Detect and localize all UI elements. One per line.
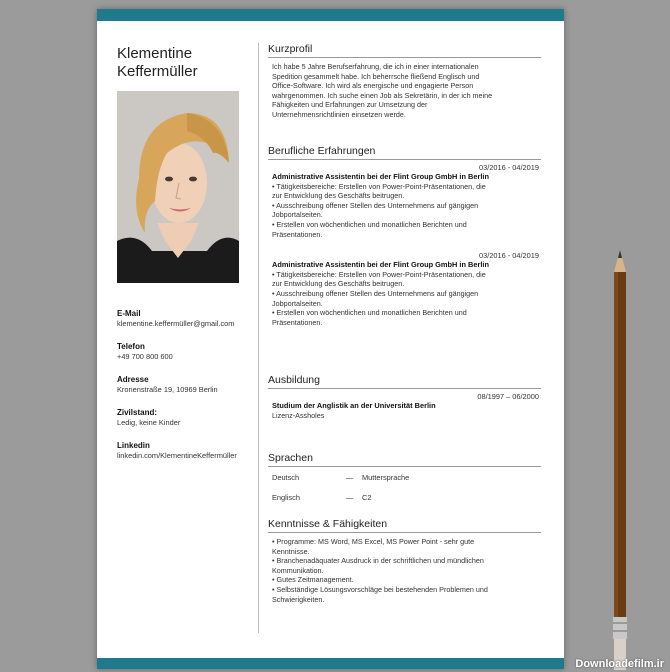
education-section: [268, 374, 541, 420]
text-line: Kenntnisse.: [272, 546, 310, 556]
first-name: Klementine: [117, 45, 193, 62]
contact-section: [117, 309, 257, 474]
education-date: 08/1997 – 06/2000: [477, 392, 539, 401]
section-title: Sprachen: [268, 452, 541, 467]
contact-label: E-Mail: [117, 309, 141, 318]
language-level: C2: [362, 493, 372, 502]
job-entry: [268, 163, 541, 239]
job-entry: [268, 251, 541, 327]
language-name: Deutsch: [272, 473, 300, 482]
section-title: Ausbildung: [268, 374, 541, 389]
job-line: • Tätigkeitsbereiche: Erstellen von Power-Point-Präsentationen, die: [272, 269, 486, 279]
contact-marital-status: [117, 408, 257, 428]
job-line: • Erstellen von wöchentlichen und monatlichen Berichten und: [272, 308, 467, 318]
text-line: Schwierigkeiten.: [272, 594, 325, 604]
text-line: • Selbständige Lösungsvorschläge bei bestehenden Problemen und: [272, 584, 488, 594]
name-block: [117, 45, 255, 81]
job-line: • Tätigkeitsbereiche: Erstellen von Power-Point-Präsentationen, die: [272, 181, 486, 191]
job-line: Präsentationen.: [272, 229, 323, 239]
contact-value: Ledig, keine Kinder: [117, 418, 181, 427]
job-position: Administrative Assistentin bei der Flint Group GmbH in Berlin: [272, 260, 489, 270]
pencil-icon: [603, 250, 637, 670]
language-row: [268, 473, 541, 483]
contact-value: Kronenstraße 19, 10969 Berlin: [117, 385, 218, 394]
language-name: Englisch: [272, 493, 300, 502]
language-dash: —: [346, 493, 354, 502]
portrait-image: [117, 91, 239, 283]
job-line: zur Entwicklung des Geschäfts beitrugen.: [272, 279, 405, 289]
job-position: Administrative Assistentin bei der Flint Group GmbH in Berlin: [272, 172, 489, 181]
watermark: Downloadefilm.ir: [575, 658, 664, 670]
contact-phone: [117, 342, 257, 362]
section-title: Kurzprofil: [268, 43, 541, 58]
language-row: [268, 493, 541, 503]
text-line: • Gutes Zeitmanagement.: [272, 575, 354, 585]
text-line: Kommunikation.: [272, 565, 324, 575]
job-line: • Ausschreibung offener Stellen des Unternehmens auf gängigen: [272, 288, 479, 298]
job-line: zur Entwicklung des Geschäfts beitrugen.: [272, 191, 405, 201]
skills-text: [268, 537, 541, 604]
section-title: Kenntnisse & Fähigkeiten: [268, 518, 541, 533]
text-line: Unternehmensrichtlinien einsetzen werde.: [272, 109, 406, 119]
text-line: Ich habe 5 Jahre Berufserfahrung, die ich in einer internationalen: [272, 62, 479, 71]
text-line: Spedition gesammelt habe. Ich beherrsche fließend Englisch und: [272, 71, 480, 81]
section-title: Berufliche Erfahrungen: [268, 145, 541, 160]
contact-address: [117, 375, 257, 395]
job-date: 03/2016 - 04/2019: [479, 251, 539, 261]
profile-section: [268, 43, 541, 120]
text-line: • Branchenadäquater Ausdruck in der schriftlichen und mündlichen: [272, 556, 484, 566]
resume-page: [97, 9, 564, 669]
contact-value: linkedin.com/KlementineKeffermüller: [117, 451, 237, 460]
job-line: Jobportalseiten.: [272, 298, 323, 308]
contact-label: Adresse: [117, 375, 149, 384]
job-line: Jobportalseiten.: [272, 210, 323, 220]
text-line: Office-Software. Ich wird als energische und engagierte Person: [272, 81, 474, 91]
job-line: Präsentationen.: [272, 317, 323, 327]
bottom-accent-band: [97, 658, 564, 669]
contact-value: klementine.keffermüller@gmail.com: [117, 319, 235, 328]
job-date: 03/2016 - 04/2019: [479, 163, 539, 172]
last-name: Keffermüller: [117, 63, 198, 80]
language-dash: —: [346, 473, 354, 482]
contact-label: Telefon: [117, 342, 145, 351]
experience-section: [268, 145, 541, 327]
skills-section: [268, 518, 541, 604]
contact-linkedin: [117, 441, 257, 461]
job-line: • Erstellen von wöchentlichen und monatlichen Berichten und: [272, 219, 467, 229]
text-line: wahrgenommen. Ich suche einen Job als Sekretärin, in der ich meine: [272, 90, 493, 100]
language-level: Muttersprache: [362, 473, 410, 482]
text-line: • Programme: MS Word, MS Excel, MS Power Point - sehr gute: [272, 537, 475, 546]
profile-photo: [117, 91, 239, 283]
contact-email: [117, 309, 257, 329]
languages-section: [268, 452, 541, 503]
education-degree: Studium der Anglistik an der Universität Berlin: [272, 401, 436, 410]
top-accent-band: [97, 9, 564, 21]
job-line: • Ausschreibung offener Stellen des Unternehmens auf gängigen: [272, 200, 479, 210]
profile-text: [268, 62, 541, 120]
contact-label: Linkedin: [117, 441, 150, 450]
education-note: Lizenz-Assholes: [272, 410, 325, 420]
contact-value: +49 700 800 600: [117, 352, 173, 361]
column-divider: [258, 43, 259, 633]
contact-label: Zivilstand:: [117, 408, 158, 417]
text-line: Fähigkeiten und Erfahrungen zur Umsetzung der: [272, 100, 428, 110]
